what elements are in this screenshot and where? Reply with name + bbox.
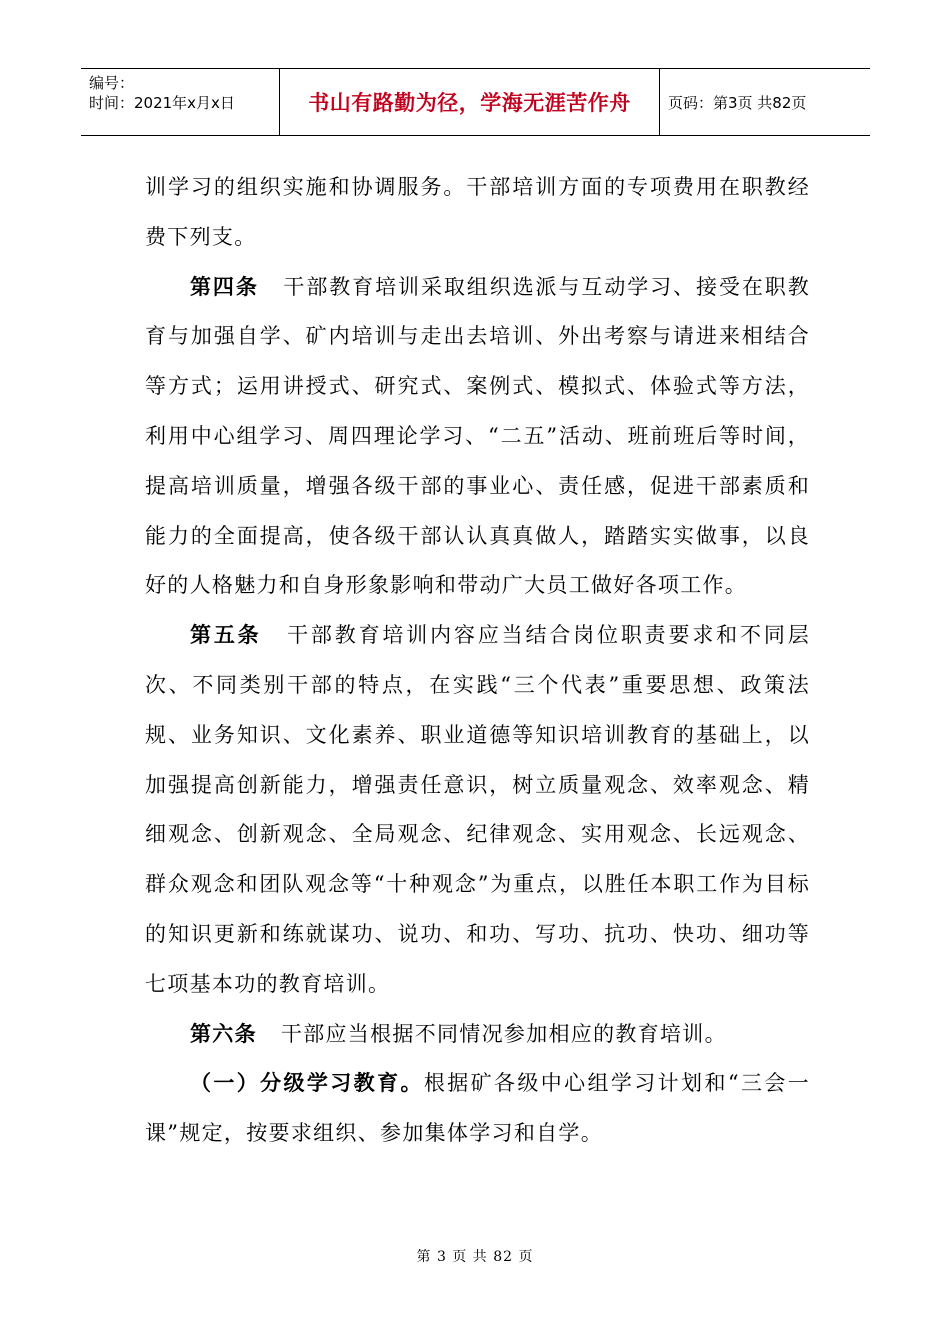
paragraph-continuation: 训学习的组织实施和协调服务。干部培训方面的专项费用在职教经费下列支。 <box>145 175 810 249</box>
header-meta <box>81 69 280 135</box>
header-page-info: 页码：第3页 共82页 <box>668 93 807 112</box>
article-6-text: 干部应当根据不同情况参加相应的教育培训。 <box>280 1021 727 1046</box>
item-1-heading: （一）分级学习教育。 <box>190 1071 424 1096</box>
article-4-text: 干部教育培训采取组织选派与互动学习、接受在职教育与加强自学、矿内培训与走出去培训、外出考察与请进来相结合等方式；运用讲授式、研究式、案例式、模拟式、体验式等方法，利用中心组学习、周四理论学习、“二五”活动、班前班后等时间，提高培训质量，增强各级干部的事业心、责任感，促进干部素质和能力的全面提高，使各级干部认认真真做人，踏踏实实做事，以良好的人格魅力和自身形象影响和带动广大员工做好各项工作。 <box>145 274 810 598</box>
article-6-heading: 第六条 <box>190 1021 257 1046</box>
page-header <box>81 68 870 136</box>
doc-number-label: 编号： <box>89 74 135 92</box>
article-4-heading: 第四条 <box>190 274 259 299</box>
doc-date-label: 时间：2021年x月x日 <box>89 94 235 112</box>
paragraph-article-5 <box>145 611 810 1009</box>
page-footer: 第 3 页 共 82 页 <box>416 1249 534 1265</box>
article-5-text: 干部教育培训内容应当结合岗位职责要求和不同层次、不同类别干部的特点，在实践“三个代表”重要思想、政策法规、业务知识、文化素养、职业道德等知识培训教育的基础上，以加强提高创新能力，增强责任意识，树立质量观念、效率观念、精细观念、创新观念、全局观念、纪律观念、实用观念、长远观念、群众观念和团队观念等“十种观念”为重点，以胜任本职工作为目标的知识更新和练就谋功、说功、和功、写功、抗功、快功、细功等七项基本功的教育培训。 <box>145 623 810 996</box>
header-motto: 书山有路勤为径，学海无涯苦作舟 <box>280 69 660 135</box>
paragraph-article-6 <box>145 1010 810 1060</box>
paragraph-item-1 <box>145 1059 810 1159</box>
paragraph-article-4 <box>145 263 810 612</box>
item-1-text: 根据矿各级中心组学习计划和“三会一课”规定，按要求组织、参加集体学习和自学。 <box>145 1071 811 1146</box>
document-body <box>145 163 810 1159</box>
article-5-heading: 第五条 <box>190 623 262 648</box>
